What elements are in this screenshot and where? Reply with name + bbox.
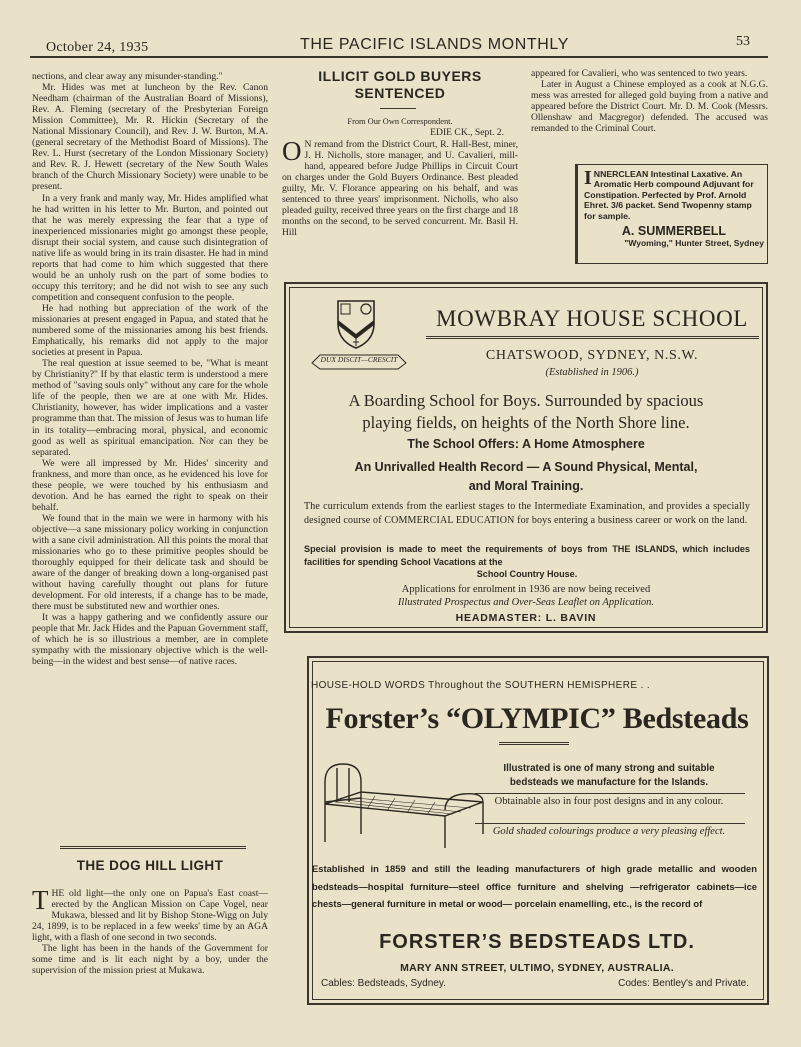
established-note: (Established in 1906.) bbox=[545, 367, 639, 378]
school-name: MOWBRAY HOUSE SCHOOL bbox=[436, 306, 748, 331]
drop-cap: O bbox=[282, 136, 302, 166]
dog-hill-headline: THE DOG HILL LIGHT bbox=[76, 858, 224, 873]
gold-buyers-headline: ILLICIT GOLD BUYERS SENTENCED bbox=[318, 68, 482, 101]
product-name: Forster’s “OLYMPIC” Bedsteads bbox=[325, 702, 749, 735]
company-history: Established in 1859 and still the leading manufacturers of high grade metallic and wooden bedsteads—hospital furniture—steel office furniture and shelving —refrigerator cabinets—ice chests—general furniture in metal or wood— porcelain enamelling, etc., is the record of bbox=[312, 863, 757, 909]
gold-colourings-note: Gold shaded colourings produce a very pleasing effect. bbox=[492, 826, 726, 837]
missions-article bbox=[32, 71, 268, 668]
section-divider bbox=[60, 846, 246, 849]
school-location: CHATSWOOD, SYDNEY, N.S.W. bbox=[485, 348, 699, 363]
ad-divider bbox=[475, 793, 745, 794]
boarding-line bbox=[296, 390, 756, 434]
bedstead-illustration-icon bbox=[315, 752, 491, 856]
boarding-line-1: A Boarding School for Boys. Surrounded by spacious bbox=[348, 391, 704, 410]
article-paragraph: nections, and clear away any misunder-standing." bbox=[32, 71, 223, 82]
article-paragraph: It was a happy gathering and we confidently assure our people that Mr. Jack Hides and the Papuan Government staff, of which he is so illustrious a member, are in complete sympathy with the missionary objective which is the well-being—in the widest and best sense—of native races. bbox=[32, 612, 268, 668]
gold-buyers-article bbox=[282, 136, 518, 239]
article-paragraph: We found that in the main we were in harmony with his objective—a sane missionary policy working in conjunction with a sane civil administration. All this points the moral that missionaries who go to these primitive peoples should be thoroughly equipped for their delicate task and should be aware of the danger of breaking down a long-organised past without having carefully thought out plans for future development. For old interests, if a change has to be made, there must be substituted new and worthier ones. bbox=[32, 512, 268, 613]
article-paragraph: The real question at issue seemed to be, "What is meant by Christianity?" If by that elastic term is understood a mere method of "saving souls only" without any care for the whole life of the people, then we are at one with Mr. Hides. Christianity, however, has wider implications and a vaster programme than that. The mission of Jesus was to human life in its totality—embracing moral, physical, and economic good as well as spiritual emancipation. Nor can they be separated. bbox=[32, 358, 268, 458]
school-motto: DUX DISCIT—CRESCIT bbox=[320, 355, 398, 364]
innerclean-advertisement bbox=[575, 164, 768, 264]
boarding-line-2: playing fields, on heights of the North Shore line. bbox=[362, 413, 690, 432]
title-rule bbox=[426, 336, 759, 339]
paragraph-text: N remand from the District Court, R. Hall-Best, miner, J. H. Nicholls, store manager, and U. Cavalieri, mill-hand, appeared before Judge Phillips in Circuit Court on charges under the Gold Buyers Ordinance. Best pleaded guilty, Mr. V. Florance appearing on his behalf, and was sentenced to three years' imprisonment. Nicholls, who also pleaded guilty, received three years on the first charge and 18 months on the second, to be served concurrent. Mr. Basil H. Hill bbox=[282, 139, 518, 239]
correspondent-credit: From Our Own Correspondent. bbox=[347, 117, 453, 126]
headmaster: HEADMASTER: L. BAVIN bbox=[455, 612, 597, 624]
paragraph-text: HE old light—the only one on Papua's East coast—erected by the Anglican Mission on Cape Vogel, near Mukawa, blessed and lit by Bishop Stone-Wigg on July 24, 1899, is to be replaced in a few weeks' time by an AGA light, with a flash of one second in two seconds. bbox=[32, 888, 268, 943]
page-header bbox=[32, 34, 772, 58]
illustrated-line-2: bedsteads we manufacture for the Islands. bbox=[509, 777, 709, 788]
article-paragraph: He had nothing but appreciation of the work of the missionaries at present engaged in Papua, and stated that he numbered some of the missionaries among his best friends. Emphatically, his remarks did not apply to the major societies at present in Papua. bbox=[32, 302, 268, 359]
article-paragraph: appeared for Cavalieri, who was sentenced to two years. bbox=[531, 68, 748, 79]
dateline: EDIE CK., Sept. 2. bbox=[430, 127, 504, 138]
advertiser-address: "Wyoming," Hunter Street, Sydney bbox=[624, 238, 764, 249]
header-rule bbox=[30, 56, 768, 58]
drop-cap: I bbox=[584, 167, 592, 189]
enrolment-notice bbox=[296, 584, 756, 609]
cable-address: Cables: Bedsteads, Sydney. bbox=[321, 978, 446, 989]
gold-buyers-continued bbox=[531, 68, 768, 134]
telegraph-codes: Codes: Bentley's and Private. bbox=[618, 978, 749, 989]
health-line-1: An Unrivalled Health Record — A Sound Physical, Mental, bbox=[354, 460, 698, 474]
company-address: MARY ANN STREET, ULTIMO, SYDNEY, AUSTRALIA. bbox=[400, 962, 674, 974]
dog-hill-article bbox=[32, 885, 268, 976]
illustrated-line-1: Illustrated is one of many strong and suitable bbox=[503, 763, 715, 774]
ad-divider bbox=[475, 823, 745, 824]
special-text: Special provision is made to meet the requirements of boys from THE ISLANDS, which includes facilities for spending School Vacations at the bbox=[304, 544, 750, 567]
health-line-2: and Moral Training. bbox=[468, 479, 584, 493]
article-paragraph: We were all impressed by Mr. Hides' sincerity and frankness, and more than once, as he evidenced his love for these people, we were touched by his enthusiasm and devotion. And he has earned the right to speak on their behalf. bbox=[32, 457, 268, 513]
forster-bedsteads-advertisement bbox=[307, 656, 769, 1005]
article-paragraph: Mr. Hides was met at luncheon by the Rev. Canon Needham (chairman of the Australian Board of Missions), Rev. A. Fleming (secretary of the Presbyterian Foreign Mission Committee), Mr. R. Hickin (Secretary of the National Missionary Council), and Rev. J. W. Burton, M.A. (general secretary of the Methodist Board of Missions). The Rev. L. Hurst (secretary of the London Missionary Society) and Rev. R. J. Hewett (secretary of the New South Wales branch of the Church Missionary Society) were unable to be present. bbox=[32, 82, 268, 193]
school-offers: The School Offers: A Home Atmosphere bbox=[407, 437, 645, 451]
household-words: HOUSE-HOLD WORDS Throughout the SOUTHERN HEMISPHERE . . bbox=[311, 680, 651, 691]
advertiser-name: A. SUMMERBELL bbox=[621, 224, 727, 239]
applications-line: Applications for enrolment in 1936 are now being received bbox=[401, 584, 651, 595]
article-paragraph: Later in August a Chinese employed as a cook at N.G.G. mess was arrested for alleged gold buying from a native and appeared before the District Court. Mr. D. M. Cook (Messrs. Ollenshaw and Macgregor) defended. The accused was remanded to the Criminal Court. bbox=[531, 79, 768, 135]
ad-text: NNERCLEAN Intestinal Laxative. An Aromatic Herb compound Adjuvant for Constipation. Perfected by Prof. Arnold Ehret. 3/6 packet. Send Twopenny stamp for sample. bbox=[584, 169, 754, 221]
mowbray-school-advertisement bbox=[284, 282, 768, 633]
school-crest-icon bbox=[324, 298, 388, 350]
article-paragraph bbox=[32, 885, 268, 943]
publication-title: THE PACIFIC ISLANDS MONTHLY bbox=[300, 36, 569, 53]
illustrated-note bbox=[469, 762, 749, 790]
special-text-end: School Country House. bbox=[476, 569, 578, 579]
health-record bbox=[296, 458, 756, 496]
drop-cap: T bbox=[32, 885, 49, 915]
article-paragraph: In a very frank and manly way, Mr. Hides amplified what he had written in his letter to Mr. Burton, and pointed out that he was merely expressing the fear that a type of inexperienced missionaries might go amongst these people, disrupt their social system, and cause such disintegration of native life as would bring in its train disaster. He had in mind reports that had come to him which suggested that there would be an unholy rush on the part of some bodies to occupy this territory; and he did not wish to see any such competition and consequent confusion to the people. bbox=[32, 192, 268, 303]
issue-date: October 24, 1935 bbox=[46, 40, 149, 55]
prospectus-line: Illustrated Prospectus and Over-Seas Leaflet on Application. bbox=[397, 596, 655, 608]
page-number: 53 bbox=[736, 34, 750, 49]
title-rule bbox=[499, 742, 569, 745]
company-name: FORSTER’S BEDSTEADS LTD. bbox=[379, 931, 695, 953]
article-paragraph: The light has been in the hands of the Government for some time and is lit each night by a boy, under the supervision of the mission priest at Mukawa. bbox=[32, 943, 268, 976]
headline-rule bbox=[380, 108, 416, 109]
obtainable-note: Obtainable also in four post designs and in any colour. bbox=[494, 796, 724, 807]
special-provision bbox=[304, 543, 750, 581]
curriculum-text: The curriculum extends from the earliest stages to the Intermediate Examination, and provides a specially designed course of COMMERCIAL EDUCATION for boys entering a business career or work on the land. bbox=[304, 501, 750, 526]
